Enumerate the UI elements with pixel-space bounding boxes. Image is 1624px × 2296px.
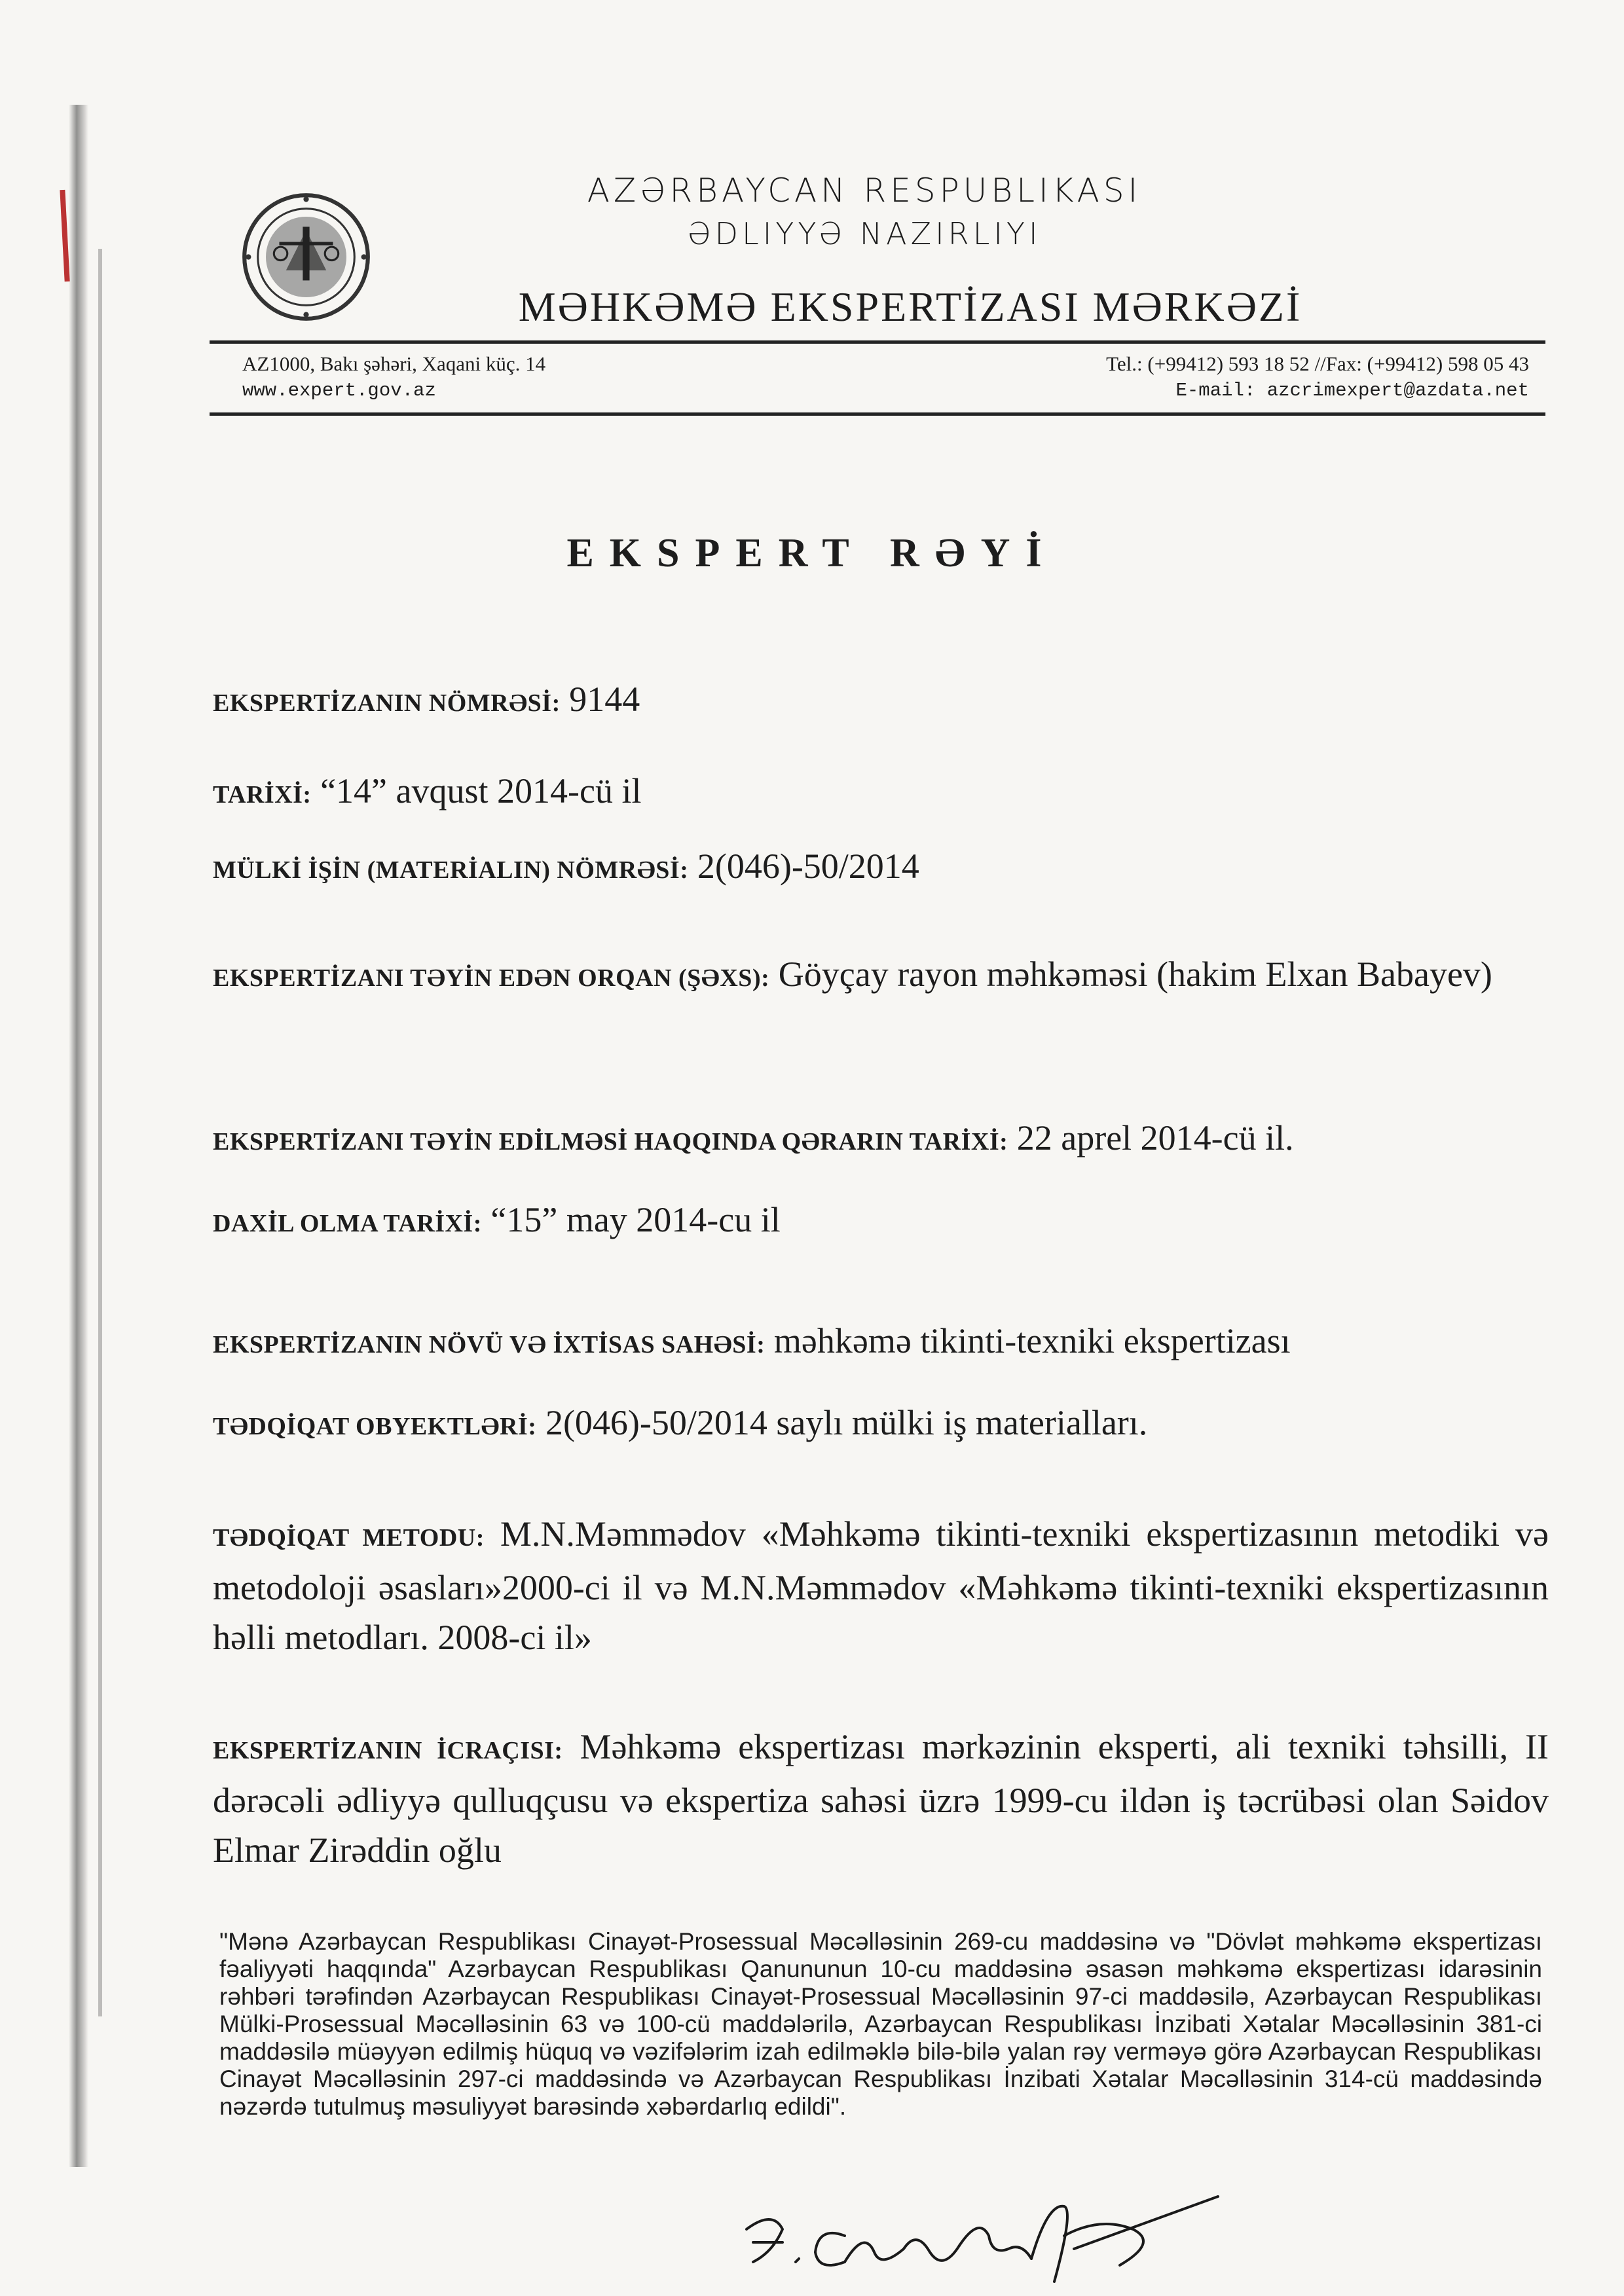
field-label: DAXİL OLMA TARİXİ:: [213, 1210, 482, 1237]
field-research-method: [213, 1509, 1549, 1662]
field-value: 9144: [569, 680, 640, 719]
field-value: 2(046)-50/2014: [697, 847, 919, 886]
field-appointing-body: [213, 949, 1549, 1003]
ministry-emblem-icon: [239, 190, 373, 324]
phone-fax-text: Tel.: (+99412) 593 18 52 //Fax: (+99412) 598 05 43: [1106, 352, 1529, 375]
field-decision-date: [213, 1113, 1549, 1167]
field-case-number: [213, 841, 1549, 895]
field-value: məhkəmə tikinti-texniki ekspertizası: [773, 1321, 1291, 1360]
letterhead-rule-bottom: [210, 412, 1545, 416]
expert-signature: [733, 2190, 1231, 2288]
address-text: AZ1000, Bakı şəhəri, Xaqani küç. 14: [242, 352, 546, 375]
field-value: 2(046)-50/2014 saylı mülki iş materialları.: [545, 1403, 1148, 1442]
field-value: 22 aprel 2014-cü il.: [1016, 1118, 1294, 1157]
website-link[interactable]: www.expert.gov.az: [242, 380, 436, 401]
field-research-objects: [213, 1398, 1549, 1451]
field-value: Məhkəmə ekspertizası mərkəzinin eksperti, ali texniki təhsilli, II dərəcəli ədliyyə qulluqçusu və ekspertiza sahəsi üzrə 1999-cu ildən iş təcrübəsi olan Səidov Elmar Zirəddin oğlu: [213, 1727, 1549, 1870]
field-value: “15” may 2014-cu il: [490, 1200, 781, 1239]
scan-binding-line: [98, 249, 102, 2016]
field-value: “14” avqust 2014-cü il: [320, 771, 642, 811]
document-title: EKSPERT RƏYİ: [566, 531, 1058, 575]
field-label: EKSPERTİZANI TƏYİN EDƏN ORQAN (ŞƏXS):: [213, 964, 770, 992]
center-heading: MƏHKƏMƏ EKSPERTİZASI MƏRKƏZİ: [518, 283, 1302, 330]
field-executor: [213, 1722, 1549, 1875]
field-label: EKSPERTİZANIN NÖMRƏSİ:: [213, 689, 561, 717]
field-label: TARİXİ:: [213, 781, 312, 809]
field-label: EKSPERTİZANIN NÖVÜ VƏ İXTİSAS SAHƏSİ:: [213, 1331, 766, 1358]
field-expertise-number: [213, 674, 1549, 728]
ministry-heading: ƏDLIYYƏ NAZIRLIYI: [687, 216, 1042, 251]
letterhead-rule-top: [210, 340, 1545, 344]
field-value: Göyçay rayon məhkəməsi (hakim Elxan Babayev): [778, 955, 1492, 994]
email-link[interactable]: E-mail: azcrimexpert@azdata.net: [1175, 380, 1529, 401]
field-date: [213, 766, 1549, 820]
field-label: MÜLKİ İŞİN (MATERİALIN) NÖMRƏSİ:: [213, 856, 689, 884]
field-label: EKSPERTİZANIN İCRAÇISI:: [213, 1737, 563, 1764]
expert-declaration: "Mənə Azərbaycan Respublikası Cinayət-Prosessual Məcəlləsinin 269-cu maddəsinə və "Dövlət məhkəmə ekspertizası fəaliyyəti haqqında" Azərbaycan Respublikası Qanununun 10-cu maddəsinə əsasən məhkəmə ekspertizası idarəsinin rəhbəri tərəfindən Azərbaycan Respublikası Cinayət-Prosessual Məcəlləsinin 97-ci maddəsilə, Azərbaycan Respublikası Mülki-Prosessual Məcəlləsinin 63 və 100-cü maddələrilə, Azərbaycan Respublikası İnzibati Xətalar Məcəlləsinin 381-ci maddəsilə müəyyən edilmiş hüquq və vəzifələrim izah edilməklə bilə-bilə yalan rəy verməyə görə Azərbaycan Respublikası Cinayət Məcəlləsinin 297-ci maddəsində və Azərbaycan Respublikası İnzibati Xətalar Məcəlləsinin 314-cü maddəsində nəzərdə tutulmuş məsuliyyət barəsində xəbərdarlıq edildi".: [219, 1928, 1542, 2120]
field-received-date: [213, 1195, 1549, 1248]
field-value: M.N.Məmmədov «Məhkəmə tikinti-texniki ekspertizasının metodiki və metodoloji əsasları»2000-ci il və M.N.Məmmədov «Məhkəmə tikinti-texniki ekspertizasının həlli metodları. 2008-ci il»: [213, 1514, 1549, 1657]
field-label: TƏDQİQAT OBYEKTLƏRİ:: [213, 1413, 537, 1440]
field-expertise-type: [213, 1316, 1549, 1370]
scan-binding-shadow: [69, 105, 88, 2167]
republic-heading: AZƏRBAYCAN RESPUBLIKASI: [587, 172, 1142, 210]
field-label: EKSPERTİZANI TƏYİN EDİLMƏSİ HAQQINDA QƏRARIN TARİXİ:: [213, 1128, 1008, 1156]
field-label: TƏDQİQAT METODU:: [213, 1524, 485, 1552]
